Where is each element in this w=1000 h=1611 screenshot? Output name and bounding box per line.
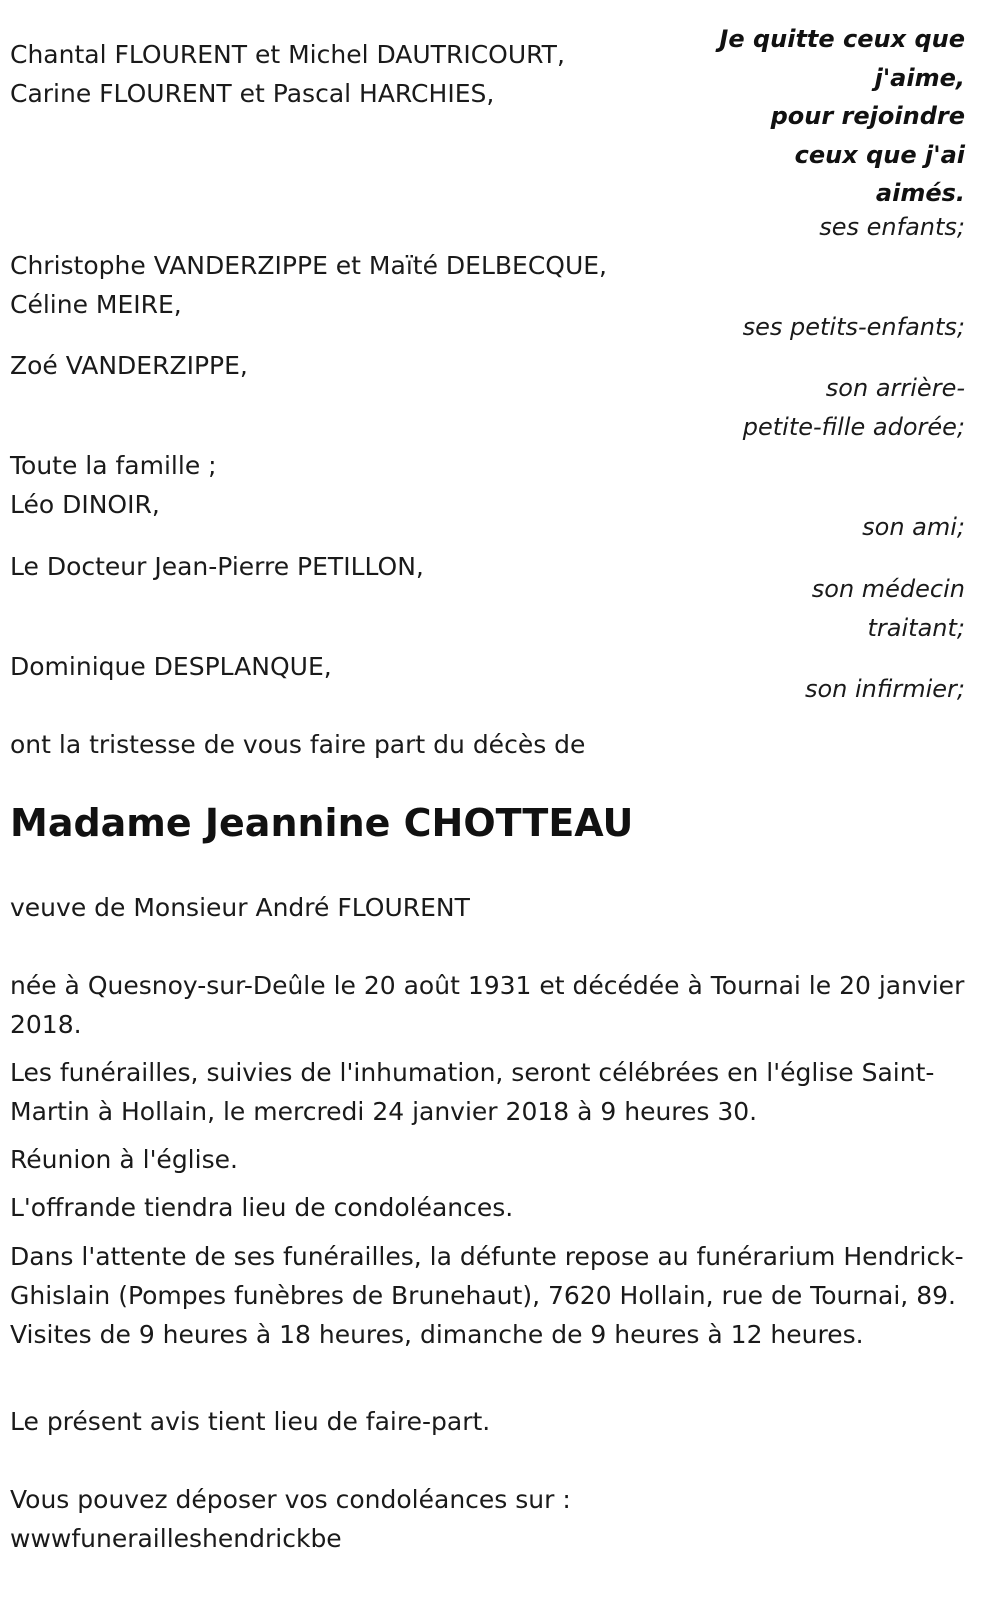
grandchildren-name-2: Céline MEIRE, <box>10 290 182 319</box>
doctor-name: Le Docteur Jean-Pierre PETILLON, <box>10 552 424 581</box>
widow-of: veuve de Monsieur André FLOURENT <box>10 893 470 922</box>
funeral-info: Les funérailles, suivies de l'inhumation, seront célébrées en l'église Saint-Martin à Hollain, le mercredi 24 janvier 2018 à 9 heures 30. <box>10 1058 935 1126</box>
condolences-text: Vous pouvez déposer vos condoléances sur : <box>10 1485 571 1514</box>
quote-line: j'aime, <box>874 63 965 92</box>
quote-line: ceux que j'ai <box>794 140 965 169</box>
notice-info: Le présent avis tient lieu de faire-part. <box>10 1407 491 1436</box>
doctor-relation-2: traitant; <box>867 614 965 642</box>
grandchildren-relation: ses petits-enfants; <box>742 313 965 341</box>
quote-line: aimés. <box>875 179 965 207</box>
great-grandchild-relation-2: petite-fille adorée; <box>742 413 965 441</box>
epitaph-quote <box>705 20 965 213</box>
birth-death-info: née à Quesnoy-sur-Deûle le 20 août 1931 et décédée à Tournai le 20 janvier 2018. <box>10 971 965 1039</box>
great-grandchild-name: Zoé VANDERZIPPE, <box>10 351 248 380</box>
quote-line: pour rejoindre <box>770 102 965 130</box>
nurse-name: Dominique DESPLANQUE, <box>10 652 332 681</box>
grandchildren-name-1: Christophe VANDERZIPPE et Maïté DELBECQUE, <box>10 251 607 280</box>
children-name-2: Carine FLOURENT et Pascal HARCHIES, <box>10 79 495 108</box>
great-grandchild-relation-1: son arrière- <box>825 374 965 402</box>
nurse-relation: son infirmier; <box>804 675 965 703</box>
resting-place-info: Dans l'attente de ses funérailles, la défunte repose au funérarium Hendrick-Ghislain (Pompes funèbres de Brunehaut), 7620 Hollain, rue de Tournai, 89. Visites de 9 heures à 18 heures, dimanche de 9 heures à 12 heures. <box>10 1242 964 1349</box>
doctor-relation-1: son médecin <box>811 575 965 603</box>
meeting-info: Réunion à l'église. <box>10 1145 238 1174</box>
announcement-text: ont la tristesse de vous faire part du décès de <box>10 730 586 759</box>
condolences-website: wwwfunerailleshendrickbe <box>10 1524 342 1553</box>
children-relation: ses enfants; <box>819 213 965 241</box>
whole-family: Toute la famille ; <box>10 451 217 480</box>
friend-relation: son ami; <box>862 513 965 541</box>
offering-info: L'offrande tiendra lieu de condoléances. <box>10 1193 514 1222</box>
quote-line: Je quitte ceux que <box>719 25 965 53</box>
friend-name: Léo DINOIR, <box>10 490 160 519</box>
children-name-1: Chantal FLOURENT et Michel DAUTRICOURT, <box>10 40 565 69</box>
deceased-name: Madame Jeannine CHOTTEAU <box>10 801 634 845</box>
